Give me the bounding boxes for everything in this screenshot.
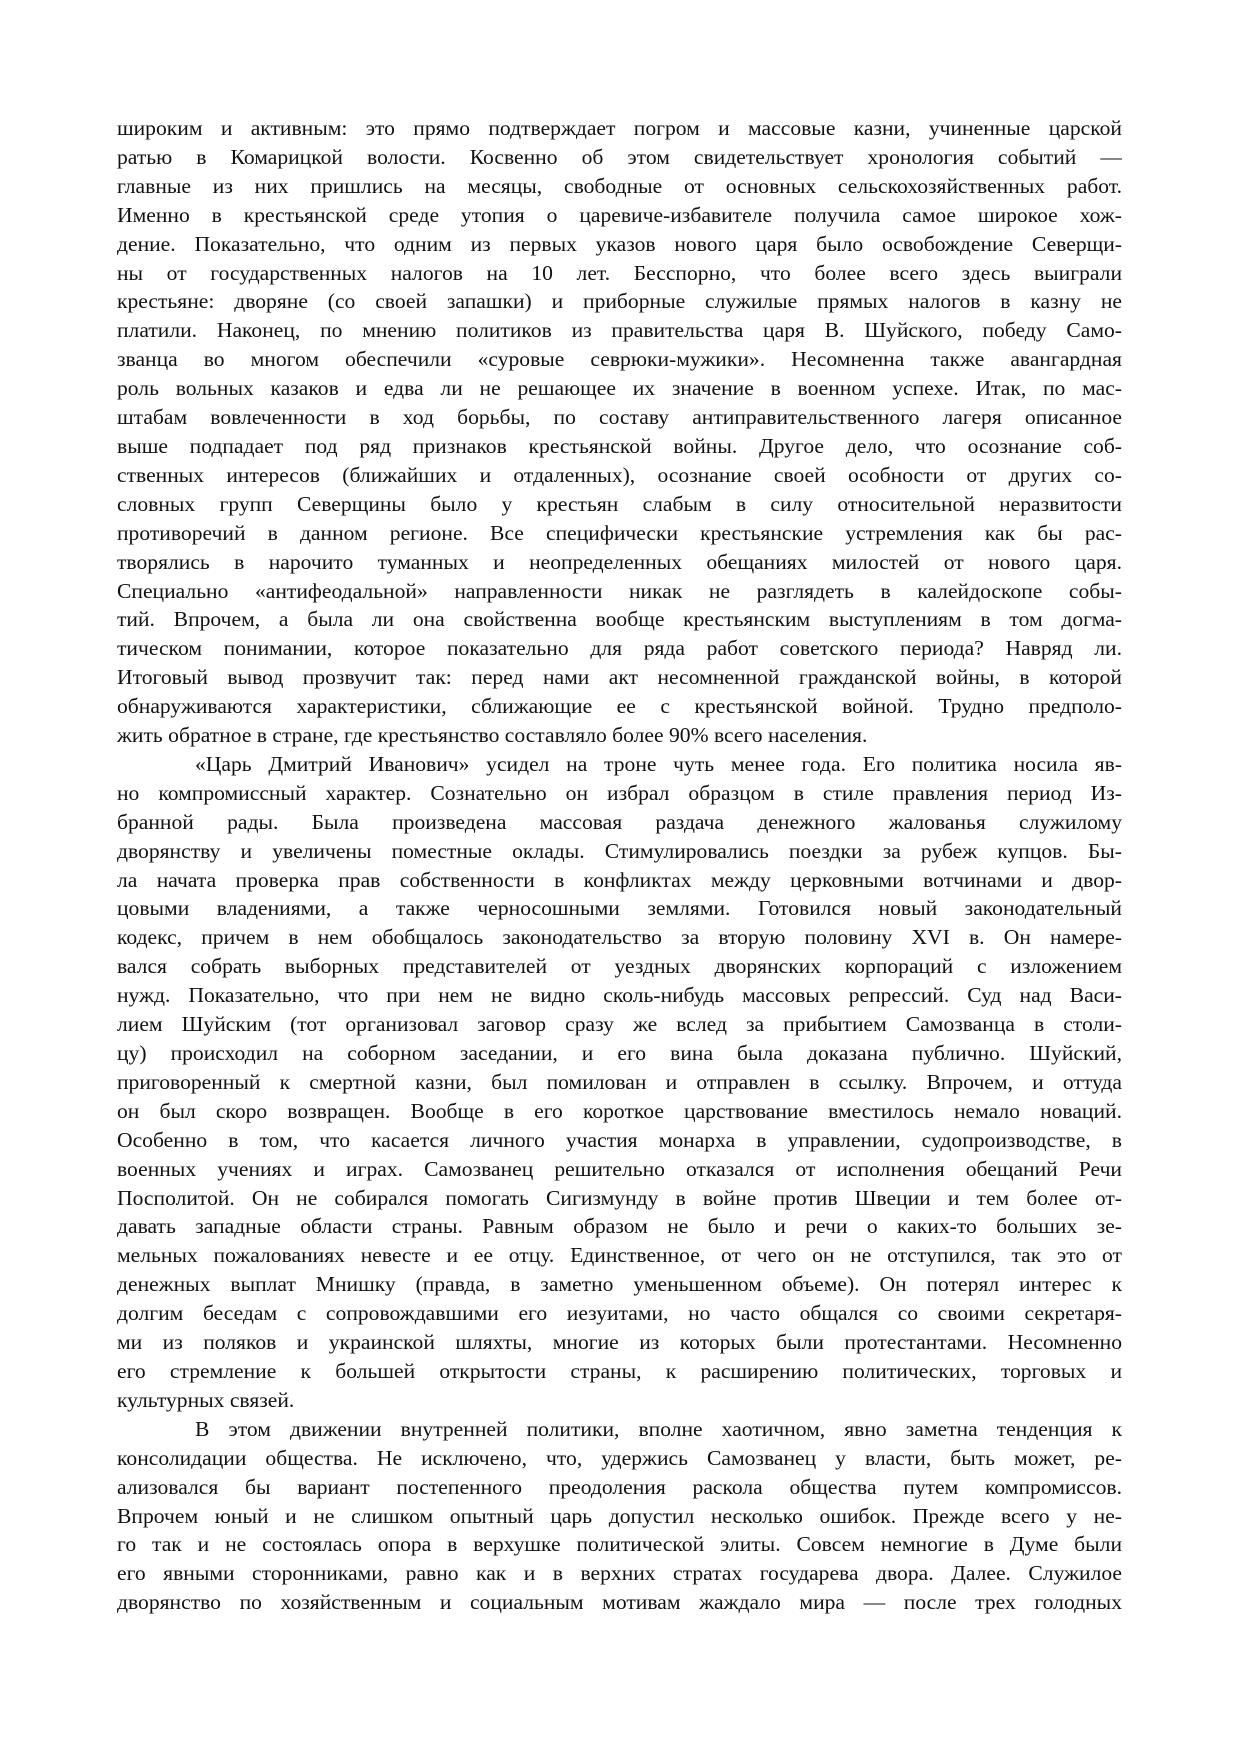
text-line: дение. Показательно, что одним из первых указов нового царя было освобождение Северщи- xyxy=(117,231,1122,256)
text-line: но компромиссный характер. Сознательно он избрал образцом в стиле правления период Из- xyxy=(117,780,1122,805)
text-line: Именно в крестьянской среде утопия о царевиче-избавителе получила самое широкое хож- xyxy=(117,202,1122,227)
text-line: долгим беседам с сопровождавшими его иезуитами, но часто общался со своими секретаря- xyxy=(117,1301,1122,1326)
text-line: ми из поляков и украинской шляхты, многие из которых были протестантами. Несомненно xyxy=(117,1330,1122,1355)
text-line: широким и активным: это прямо подтверждает погром и массовые казни, учиненные царской xyxy=(117,116,1122,140)
text-line: дворянству и увеличены поместные оклады. Стимулировались поездки за рубеж купцов. Бы- xyxy=(117,838,1122,863)
paragraph xyxy=(117,1415,1122,1617)
text-line: ственных интересов (ближайших и отдаленных), осознание своей особности от других со- xyxy=(117,462,1122,487)
text-line: «Царь Дмитрий Иванович» усидел на троне чуть менее года. Его политика носила яв- xyxy=(195,751,1122,776)
text-line: культурных связей. xyxy=(117,1387,295,1412)
text-line: вался собрать выборных представителей от уездных дворянских корпораций с изложением xyxy=(117,954,1122,979)
text-line: цу) происходил на соборном заседании, и его вина была доказана публично. Шуйский, xyxy=(117,1041,1122,1065)
text-line: главные из них пришлись на месяцы, свободные от основных сельскохозяйственных работ. xyxy=(117,173,1122,198)
text-line: он был скоро возвращен. Вообще в его короткое царствование вместилось немало новаций. xyxy=(117,1098,1122,1123)
text-line: ализовался бы вариант постепенного преодоления раскола общества путем компромиссов. xyxy=(117,1474,1122,1499)
text-line: его стремление к большей открытости страны, к расширению политических, торговых и xyxy=(117,1358,1122,1383)
text-line: выше подпадает под ряд признаков крестьянской войны. Другое дело, что осознание соб- xyxy=(117,433,1122,458)
text-line: роль вольных казаков и едва ли не решающее их значение в военном успехе. Итак, по мас- xyxy=(117,376,1122,401)
text-line: тическом понимании, которое показательно для ряда работ советского периода? Навряд ли. xyxy=(117,636,1122,661)
text-line: творялись в нарочито туманных и неопределенных обещаниях милостей от нового царя. xyxy=(117,549,1122,574)
document-page xyxy=(117,114,1122,1617)
text-line: крестьяне: дворяне (со своей запашки) и приборные служилые прямых налогов в казну не xyxy=(117,289,1122,314)
text-line: словных групп Северщины было у крестьян слабым в силу относительной неразвитости xyxy=(117,491,1122,516)
text-line: В этом движении внутренней политики, вполне хаотичном, явно заметна тенденция к xyxy=(195,1416,1122,1441)
paragraph xyxy=(117,114,1122,750)
text-line: обнаруживаются характеристики, сближающие ее с крестьянской войной. Трудно предполо- xyxy=(117,694,1122,719)
text-line: денежных выплат Мнишку (правда, в заметно уменьшенном объеме). Он потерял интерес к xyxy=(117,1272,1122,1297)
text-line: ны от государственных налогов на 10 лет. Бесспорно, что более всего здесь выиграли xyxy=(117,260,1122,285)
text-line: жить обратное в стране, где крестьянство составляло более 90% всего населения. xyxy=(117,723,868,748)
text-line: кодекс, причем в нем обобщалось законодательство за вторую половину XVI в. Он намере- xyxy=(117,925,1122,950)
text-line: тий. Впрочем, а была ли она свойственна вообще крестьянским выступлениям в том догма- xyxy=(117,607,1122,632)
text-line: Итоговый вывод прозвучит так: перед нами акт несомненной гражданской войны, в которой xyxy=(117,665,1122,690)
text-line: его явными сторонниками, равно как и в верхних стратах государева двора. Далее. Служилое xyxy=(117,1561,1122,1586)
text-line: ратью в Комарицкой волости. Косвенно об этом свидетельствует хронология событий — xyxy=(117,144,1122,169)
text-line: противоречий в данном регионе. Все специфически крестьянские устремления как бы рас- xyxy=(117,520,1122,545)
paragraph xyxy=(117,750,1122,1415)
text-line: приговоренный к смертной казни, был помилован и отправлен в ссылку. Впрочем, и оттуда xyxy=(117,1069,1122,1094)
text-line: мельных пожалованиях невесте и ее отцу. Единственное, от чего он не отступился, так это от xyxy=(117,1243,1122,1268)
text-line: штабам вовлеченности в ход борьбы, по составу антиправительственного лагеря описанное xyxy=(117,405,1122,430)
text-line: нужд. Показательно, что при нем не видно сколь-нибудь массовых репрессий. Суд над Васи- xyxy=(117,983,1122,1008)
text-line: давать западные области страны. Равным образом не было и речи о каких-то больших зе- xyxy=(117,1214,1122,1239)
text-line: ла начата проверка прав собственности в конфликтах между церковными вотчинами и двор- xyxy=(117,867,1122,892)
text-line: военных учениях и играх. Самозванец решительно отказался от исполнения обещаний Речи xyxy=(117,1156,1122,1181)
text-line: го так и не состоялась опора в верхушке политической элиты. Совсем немногие в Думе были xyxy=(117,1532,1122,1557)
text-line: дворянство по хозяйственным и социальным мотивам жаждало мира — после трех голодных xyxy=(117,1590,1122,1615)
text-line: бранной рады. Была произведена массовая раздача денежного жалованья служилому xyxy=(117,809,1122,834)
text-line: Впрочем юный и не слишком опытный царь допустил несколько ошибок. Прежде всего у не- xyxy=(117,1503,1122,1528)
text-line: званца во многом обеспечили «суровые севрюки-мужики». Несомненна также авангардная xyxy=(117,347,1122,372)
text-line: консолидации общества. Не исключено, что, удержись Самозванец у власти, быть может, ре- xyxy=(117,1445,1122,1470)
text-line: Особенно в том, что касается личного участия монарха в управлении, судопроизводстве, в xyxy=(117,1127,1122,1152)
text-line: платили. Наконец, по мнению политиков из правительства царя В. Шуйского, победу Само- xyxy=(117,318,1122,343)
text-line: лием Шуйским (тот организовал заговор сразу же вслед за прибытием Самозванца в столи- xyxy=(117,1012,1122,1037)
text-line: Специально «антифеодальной» направленности никак не разглядеть в калейдоскопе собы- xyxy=(117,578,1122,603)
text-line: цовыми владениями, а также черносошными землями. Готовился новый законодательный xyxy=(117,896,1122,921)
text-line: Посполитой. Он не собирался помогать Сигизмунду в войне против Швеции и тем более от- xyxy=(117,1185,1122,1210)
